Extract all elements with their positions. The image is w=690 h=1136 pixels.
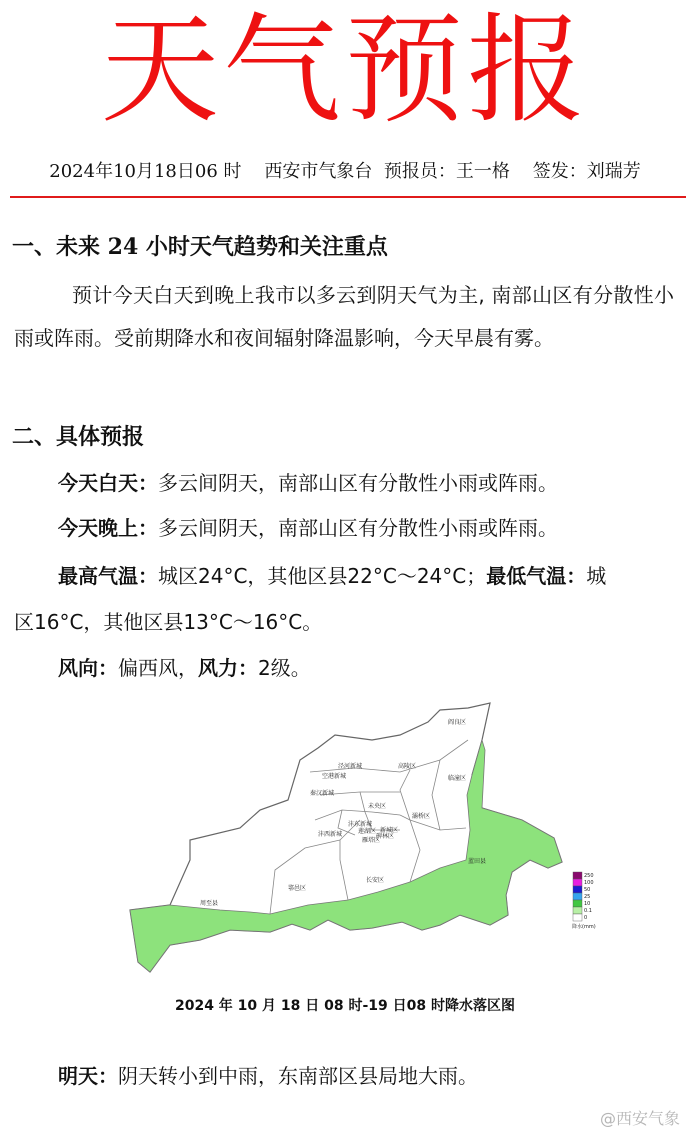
day-text: 多云间阴天，南部山区有分散性小雨或阵雨。 <box>158 471 558 495</box>
day-label: 今天白天： <box>58 471 158 495</box>
map-caption: 2024 年 10 月 18 日 08 时-19 日08 时降水落区图 <box>174 998 516 1014</box>
district-label: 雁塔区 <box>362 837 381 844</box>
forecast-day <box>58 467 558 496</box>
tomorrow-text: 阴天转小到中雨，东南部区县局地大雨。 <box>118 1064 478 1088</box>
section2-heading: 二、具体预报 <box>12 424 145 450</box>
wind-force-label: 风力： <box>198 656 258 680</box>
district-label: 灞桥区 <box>412 813 431 820</box>
district-label: 阎良区 <box>448 719 467 726</box>
legend-value: 50 <box>584 887 591 893</box>
legend-value: 0 <box>584 915 588 921</box>
legend-value: 10 <box>584 901 591 907</box>
map-legend <box>572 872 596 930</box>
report-title: 天气预报 <box>100 1 589 139</box>
watermark: @西安气象 <box>599 1109 680 1128</box>
legend-swatch-25 <box>573 893 582 900</box>
district-label: 沣西新城 <box>318 831 343 838</box>
wind-dir-text: 偏西风， <box>118 656 198 680</box>
district-label: 沣东新城 <box>348 821 373 828</box>
legend-unit: 降水(mm) <box>572 924 596 930</box>
district-label: 未央区 <box>368 803 387 810</box>
district-label: 秦汉新城 <box>310 790 335 797</box>
section1-heading: 一、未来 24 小时天气趋势和关注重点 <box>12 234 388 260</box>
district-label: 空港新城 <box>322 773 347 780</box>
forecast-night <box>58 512 558 541</box>
legend-swatch-10 <box>573 900 582 907</box>
legend-swatch-0-1 <box>573 907 582 914</box>
max-temp-text: 城区24°C，其他区县22°C～24°C； <box>158 564 487 588</box>
legend-swatch-250 <box>573 872 582 879</box>
district-label: 高陵区 <box>398 763 417 770</box>
district-label: 周至县 <box>200 900 219 907</box>
max-temp-label: 最高气温： <box>58 564 158 588</box>
district-label: 新城区 <box>380 827 399 834</box>
min-temp-text-a: 城 <box>586 564 607 588</box>
district-label: 碑林区 <box>376 833 395 840</box>
night-text: 多云间阴天，南部山区有分散性小雨或阵雨。 <box>158 516 558 540</box>
legend-swatch-50 <box>573 886 582 893</box>
legend-swatch-0 <box>573 914 582 921</box>
wind-force-text: 2级。 <box>258 656 311 680</box>
wind-dir-label: 风向： <box>58 656 118 680</box>
district-label: 蓝田县 <box>468 858 487 865</box>
legend-value: 100 <box>584 880 594 886</box>
district-label: 泾河新城 <box>338 763 363 770</box>
forecast-wind <box>58 652 311 681</box>
forecast-temperature <box>58 560 606 589</box>
district-label: 临潼区 <box>448 775 467 782</box>
legend-value: 250 <box>584 873 594 879</box>
legend-value: 25 <box>584 894 591 900</box>
district-label: 莲湖区 <box>358 828 377 835</box>
night-label: 今天晚上： <box>58 516 158 540</box>
min-temp-text-b: 区16°C，其他区县13°C～16°C。 <box>14 610 323 634</box>
min-temp-label: 最低气温： <box>486 564 587 588</box>
forecast-tomorrow <box>58 1060 478 1089</box>
legend-value: 0.1 <box>584 908 592 914</box>
report-meta: 2024年10月18日06 时 西安市气象台 预报员：王一格 签发：刘瑞芳 <box>49 161 641 182</box>
section1-text: 预计今天白天到晚上我市以多云到阴天气为主, 南部山区有分散性小雨或阵雨。受前期降水和夜间辐射降温影响，今天早晨有雾。 <box>14 283 674 350</box>
tomorrow-label: 明天： <box>58 1064 118 1088</box>
district-label: 鄠邑区 <box>288 885 307 892</box>
precipitation-map <box>110 700 610 990</box>
district-label: 长安区 <box>366 877 385 884</box>
header-divider <box>10 196 686 198</box>
legend-swatch-100 <box>573 879 582 886</box>
